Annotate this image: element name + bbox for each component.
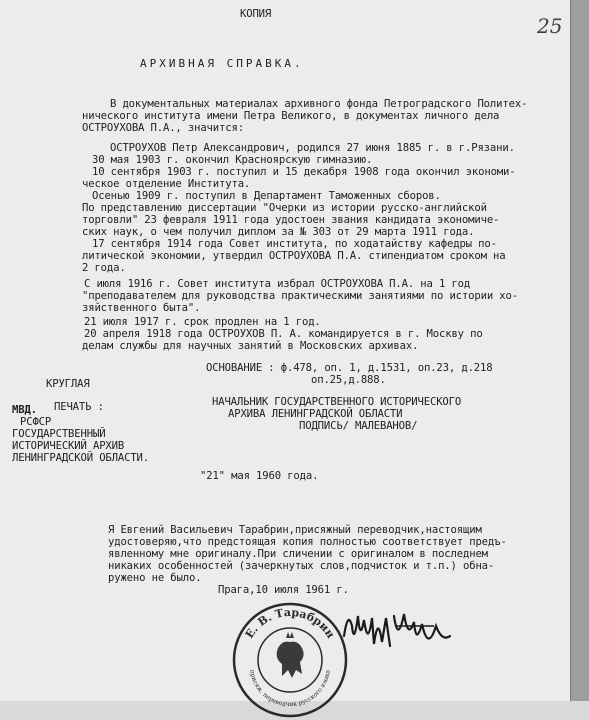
seal-rsfsr: РСФСР (20, 416, 52, 428)
body-line: литической экономии, утвердил ОСТРОУХОВА П.А. стипендиатом сроком на (82, 250, 506, 262)
body-line: 2 года. (82, 262, 126, 274)
seal-round-label: КРУГЛАЯ (46, 378, 90, 390)
seal-mvd: МВД. (12, 404, 37, 416)
seal-name-text: Е. В. Тарабрин (242, 605, 338, 641)
translator-line: ружено не было. (108, 572, 202, 584)
svg-text:Е. В. Тарабрин (243, 606, 337, 641)
lion-emblem-icon (277, 632, 304, 678)
body-line: 21 июля 1917 г. срок продлен на 1 год. (84, 316, 321, 328)
body-line: ческое отделение Института. (82, 178, 251, 190)
svg-text:присяж. переводчик русского яз (248, 669, 332, 708)
translator-line: Я Евгений Васильевич Тарабрин,присяжный переводчик,настоящим (108, 524, 482, 536)
translator-seal (230, 600, 350, 720)
intro-line: В документальных материалах архивного фонда Петроградского Политех- (110, 98, 528, 110)
body-line: 17 сентября 1914 года Совет института, по ходатайству кафедры по- (92, 238, 497, 250)
seal-bottom-text: присяж. переводчик русского языка (248, 669, 332, 709)
translator-line: никаких особенностей (зачеркнутых слов,подчисток и т.п.) обна- (108, 560, 495, 572)
body-line: "преподавателем для руководства практическими занятиями по истории хо- (82, 290, 518, 302)
copy-label: КОПИЯ (240, 8, 272, 20)
translator-line: явленному мне оригиналу.При сличении с оригиналом в последнем (108, 548, 488, 560)
intro-line: ОСТРОУХОВА П.А., значится: (82, 122, 244, 134)
seal-line: ИСТОРИЧЕСКИЙ АРХИВ (12, 440, 125, 452)
handwritten-signature (338, 596, 458, 676)
body-line: 20 апреля 1918 года ОСТРОУХОВ П. А. командируется в г. Москву по (84, 328, 483, 340)
basis-line: оп.25,д.888. (311, 374, 386, 386)
signatory-line: АРХИВА ЛЕНИНГРАДСКОЙ ОБЛАСТИ (228, 408, 403, 420)
body-line: 10 сентября 1903 г. поступил и 15 декабря 1908 года окончил экономи- (92, 166, 516, 178)
translator-line: удостоверяю,что предстоящая копия полностью соответствует предъ- (108, 536, 507, 548)
body-line: делам службы для научных занятий в Московских архивах. (82, 340, 419, 352)
page-number: 25 (537, 14, 563, 38)
document-date: "21" мая 1960 года. (200, 470, 319, 482)
basis-line: ОСНОВАНИЕ : ф.478, оп. 1, д.1531, оп.23, д.218 (206, 362, 493, 374)
body-line: ских наук, о чем получил диплом за № 303 от 29 марта 1911 года. (82, 226, 475, 238)
body-line: С июля 1916 г. Совет института избрал ОСТРОУХОВА П.А. на 1 год (84, 278, 471, 290)
body-line: ОСТРОУХОВ Петр Александрович, родился 27 июня 1885 г. в г.Рязани. (110, 142, 515, 154)
place-date: Прага,10 июля 1961 г. (218, 584, 349, 596)
signatory-line: ПОДПИСЬ/ МАЛЕВАНОВ/ (299, 420, 418, 432)
body-line: 30 мая 1903 г. окончил Красноярскую гимназию. (92, 154, 373, 166)
seal-stamp-label: ПЕЧАТЬ : (54, 401, 104, 413)
document-title: АРХИВНАЯ СПРАВКА. (140, 57, 304, 70)
seal-line: ГОСУДАРСТВЕННЫЙ (12, 428, 106, 440)
body-line: зяйственного быта". (82, 302, 201, 314)
intro-line: нического института имени Петра Великого, в документах личного дела (82, 110, 500, 122)
body-line: торговли" 23 февраля 1911 года удостоен звания кандидата экономиче- (82, 214, 500, 226)
body-line: По представлению диссертации "Очерки из истории русско-английской (82, 202, 487, 214)
signatory-line: НАЧАЛЬНИК ГОСУДАРСТВЕННОГО ИСТОРИЧЕСКОГО (212, 396, 462, 408)
scan-edge (570, 0, 589, 701)
body-line: Осенью 1909 г. поступил в Департамент Таможенных сборов. (92, 190, 441, 202)
seal-line: ЛЕНИНГРАДСКОЙ ОБЛАСТИ. (12, 452, 150, 464)
